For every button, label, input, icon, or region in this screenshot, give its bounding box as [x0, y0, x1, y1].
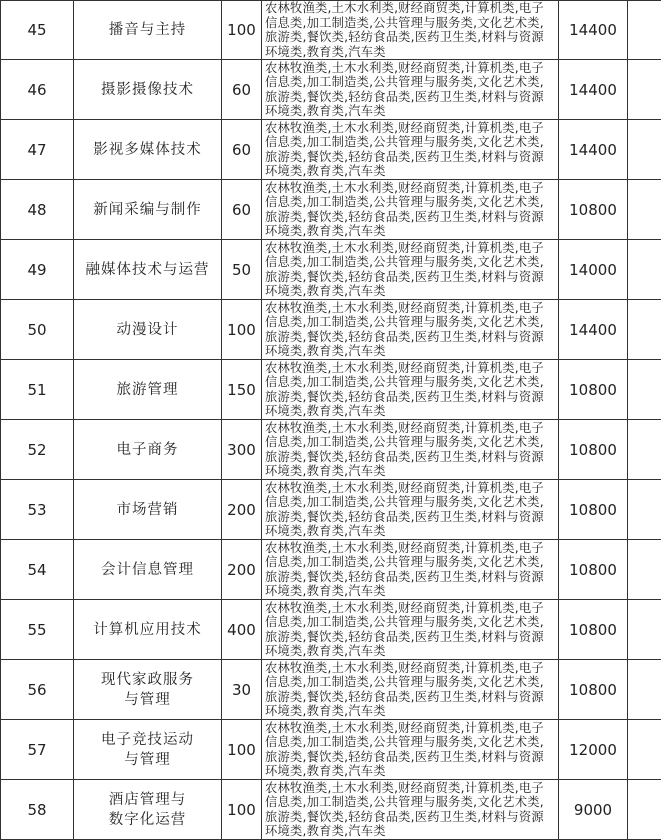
major-name-line: 酒店管理与 — [108, 791, 187, 808]
tuition-fee-cell: 14400 — [559, 60, 628, 120]
row-number-cell: 56 — [1, 660, 74, 720]
tuition-fee-cell: 14000 — [559, 240, 628, 300]
major-name-cell — [74, 300, 222, 360]
table-row — [1, 420, 661, 480]
major-name-cell — [74, 120, 222, 180]
major-name-cell — [74, 1, 222, 60]
table-row — [1, 600, 661, 660]
eligible-categories-cell: 农林牧渔类,土木水利类,财经商贸类,计算机类,电子 信息类,加工制造类,公共管理与服务类,文化艺术类, 旅游类,餐饮类,轻纺食品类,医药卫生类,材料与资源 环境类,教育类,汽车类 — [262, 1, 559, 60]
plan-count-cell: 30 — [222, 660, 262, 720]
major-name-cell — [74, 240, 222, 300]
table-row — [1, 480, 661, 540]
table-row — [1, 540, 661, 600]
remark-cell — [628, 720, 661, 780]
major-name-line: 计算机应用技术 — [93, 621, 202, 638]
major-name-cell — [74, 480, 222, 540]
plan-count-cell: 60 — [222, 180, 262, 240]
table-row — [1, 300, 661, 360]
major-name-cell — [74, 660, 222, 720]
major-name-cell — [74, 540, 222, 600]
major-name-line: 电子竞技运动 — [101, 731, 194, 748]
row-number-cell: 48 — [1, 180, 74, 240]
table-row — [1, 1, 661, 60]
tuition-fee-cell: 12000 — [559, 720, 628, 780]
remark-cell — [628, 240, 661, 300]
major-name-line: 动漫设计 — [116, 321, 179, 338]
tuition-fee-cell: 10800 — [559, 480, 628, 540]
plan-count-cell: 100 — [222, 780, 262, 840]
eligible-categories-cell: 农林牧渔类,土木水利类,财经商贸类,计算机类,电子 信息类,加工制造类,公共管理与服务类,文化艺术类, 旅游类,餐饮类,轻纺食品类,医药卫生类,材料与资源 环境类,教育类,汽车类 — [262, 780, 559, 840]
tuition-fee-cell: 10800 — [559, 180, 628, 240]
major-name-cell — [74, 420, 222, 480]
major-name-line: 播音与主持 — [108, 22, 187, 38]
plan-count-cell: 100 — [222, 300, 262, 360]
major-name-line: 摄影摄像技术 — [101, 81, 194, 98]
table-row — [1, 780, 661, 840]
remark-cell — [628, 480, 661, 540]
row-number-cell: 47 — [1, 120, 74, 180]
major-name-line: 电子商务 — [116, 441, 179, 458]
plan-count-cell: 100 — [222, 1, 262, 60]
remark-cell — [628, 360, 661, 420]
eligible-categories-cell: 农林牧渔类,土木水利类,财经商贸类,计算机类,电子 信息类,加工制造类,公共管理与服务类,文化艺术类, 旅游类,餐饮类,轻纺食品类,医药卫生类,材料与资源 环境类,教育类,汽车类 — [262, 120, 559, 180]
remark-cell — [628, 540, 661, 600]
eligible-categories-cell: 农林牧渔类,土木水利类,财经商贸类,计算机类,电子 信息类,加工制造类,公共管理与服务类,文化艺术类, 旅游类,餐饮类,轻纺食品类,医药卫生类,材料与资源 环境类,教育类,汽车类 — [262, 600, 559, 660]
remark-cell — [628, 780, 661, 840]
major-name-line: 新闻采编与制作 — [93, 201, 202, 218]
plan-count-cell: 200 — [222, 540, 262, 600]
table-row — [1, 240, 661, 300]
major-name-line: 旅游管理 — [116, 381, 179, 398]
plan-count-cell: 400 — [222, 600, 262, 660]
plan-count-cell: 60 — [222, 60, 262, 120]
eligible-categories-cell: 农林牧渔类,土木水利类,财经商贸类,计算机类,电子 信息类,加工制造类,公共管理与服务类,文化艺术类, 旅游类,餐饮类,轻纺食品类,医药卫生类,材料与资源 环境类,教育类,汽车类 — [262, 60, 559, 120]
tuition-fee-cell: 10800 — [559, 420, 628, 480]
remark-cell — [628, 1, 661, 60]
table-row — [1, 720, 661, 780]
major-name-line: 融媒体技术与运营 — [85, 261, 210, 278]
row-number-cell: 52 — [1, 420, 74, 480]
tuition-fee-cell: 9000 — [559, 780, 628, 840]
row-number-cell: 51 — [1, 360, 74, 420]
row-number-cell: 45 — [1, 1, 74, 60]
table-row — [1, 660, 661, 720]
eligible-categories-cell: 农林牧渔类,土木水利类,财经商贸类,计算机类,电子 信息类,加工制造类,公共管理与服务类,文化艺术类, 旅游类,餐饮类,轻纺食品类,医药卫生类,材料与资源 环境类,教育类,汽车类 — [262, 480, 559, 540]
table-row — [1, 60, 661, 120]
plan-count-cell: 300 — [222, 420, 262, 480]
eligible-categories-cell: 农林牧渔类,土木水利类,财经商贸类,计算机类,电子 信息类,加工制造类,公共管理与服务类,文化艺术类, 旅游类,餐饮类,轻纺食品类,医药卫生类,材料与资源 环境类,教育类,汽车类 — [262, 240, 559, 300]
remark-cell — [628, 60, 661, 120]
major-name-cell — [74, 720, 222, 780]
major-name-line: 影视多媒体技术 — [93, 141, 202, 158]
tuition-fee-cell: 14400 — [559, 120, 628, 180]
major-name-cell — [74, 780, 222, 840]
major-name-cell — [74, 600, 222, 660]
tuition-fee-cell: 10800 — [559, 360, 628, 420]
remark-cell — [628, 660, 661, 720]
tuition-fee-cell: 14400 — [559, 1, 628, 60]
plan-count-cell: 60 — [222, 120, 262, 180]
table-body — [1, 1, 661, 840]
eligible-categories-cell: 农林牧渔类,土木水利类,财经商贸类,计算机类,电子 信息类,加工制造类,公共管理与服务类,文化艺术类, 旅游类,餐饮类,轻纺食品类,医药卫生类,材料与资源 环境类,教育类,汽车类 — [262, 540, 559, 600]
tuition-fee-cell: 10800 — [559, 600, 628, 660]
major-name-line: 与管理 — [124, 691, 171, 708]
major-name-line: 会计信息管理 — [101, 561, 194, 578]
major-name-line: 与管理 — [124, 751, 171, 768]
plan-count-cell: 50 — [222, 240, 262, 300]
major-name-cell — [74, 180, 222, 240]
remark-cell — [628, 600, 661, 660]
remark-cell — [628, 180, 661, 240]
row-number-cell: 54 — [1, 540, 74, 600]
plan-count-cell: 100 — [222, 720, 262, 780]
major-name-line: 数字化运营 — [108, 811, 187, 828]
row-number-cell: 53 — [1, 480, 74, 540]
eligible-categories-cell: 农林牧渔类,土木水利类,财经商贸类,计算机类,电子 信息类,加工制造类,公共管理与服务类,文化艺术类, 旅游类,餐饮类,轻纺食品类,医药卫生类,材料与资源 环境类,教育类,汽车类 — [262, 420, 559, 480]
table-row — [1, 120, 661, 180]
eligible-categories-cell: 农林牧渔类,土木水利类,财经商贸类,计算机类,电子 信息类,加工制造类,公共管理与服务类,文化艺术类, 旅游类,餐饮类,轻纺食品类,医药卫生类,材料与资源 环境类,教育类,汽车类 — [262, 180, 559, 240]
eligible-categories-cell: 农林牧渔类,土木水利类,财经商贸类,计算机类,电子 信息类,加工制造类,公共管理与服务类,文化艺术类, 旅游类,餐饮类,轻纺食品类,医药卫生类,材料与资源 环境类,教育类,汽车类 — [262, 360, 559, 420]
table-row — [1, 180, 661, 240]
major-name-line: 现代家政服务 — [101, 671, 194, 688]
row-number-cell: 55 — [1, 600, 74, 660]
remark-cell — [628, 300, 661, 360]
eligible-categories-cell: 农林牧渔类,土木水利类,财经商贸类,计算机类,电子 信息类,加工制造类,公共管理与服务类,文化艺术类, 旅游类,餐饮类,轻纺食品类,医药卫生类,材料与资源 环境类,教育类,汽车类 — [262, 660, 559, 720]
major-name-cell — [74, 60, 222, 120]
tuition-fee-cell: 14400 — [559, 300, 628, 360]
plan-count-cell: 150 — [222, 360, 262, 420]
row-number-cell: 57 — [1, 720, 74, 780]
eligible-categories-cell: 农林牧渔类,土木水利类,财经商贸类,计算机类,电子 信息类,加工制造类,公共管理与服务类,文化艺术类, 旅游类,餐饮类,轻纺食品类,医药卫生类,材料与资源 环境类,教育类,汽车类 — [262, 720, 559, 780]
row-number-cell: 58 — [1, 780, 74, 840]
plan-count-cell: 200 — [222, 480, 262, 540]
row-number-cell: 46 — [1, 60, 74, 120]
row-number-cell: 49 — [1, 240, 74, 300]
remark-cell — [628, 120, 661, 180]
major-name-cell — [74, 360, 222, 420]
eligible-categories-cell: 农林牧渔类,土木水利类,财经商贸类,计算机类,电子 信息类,加工制造类,公共管理与服务类,文化艺术类, 旅游类,餐饮类,轻纺食品类,医药卫生类,材料与资源 环境类,教育类,汽车类 — [262, 300, 559, 360]
row-number-cell: 50 — [1, 300, 74, 360]
tuition-fee-cell: 10800 — [559, 540, 628, 600]
major-name-line: 市场营销 — [116, 501, 179, 518]
remark-cell — [628, 420, 661, 480]
tuition-fee-cell: 10800 — [559, 660, 628, 720]
table-row — [1, 360, 661, 420]
